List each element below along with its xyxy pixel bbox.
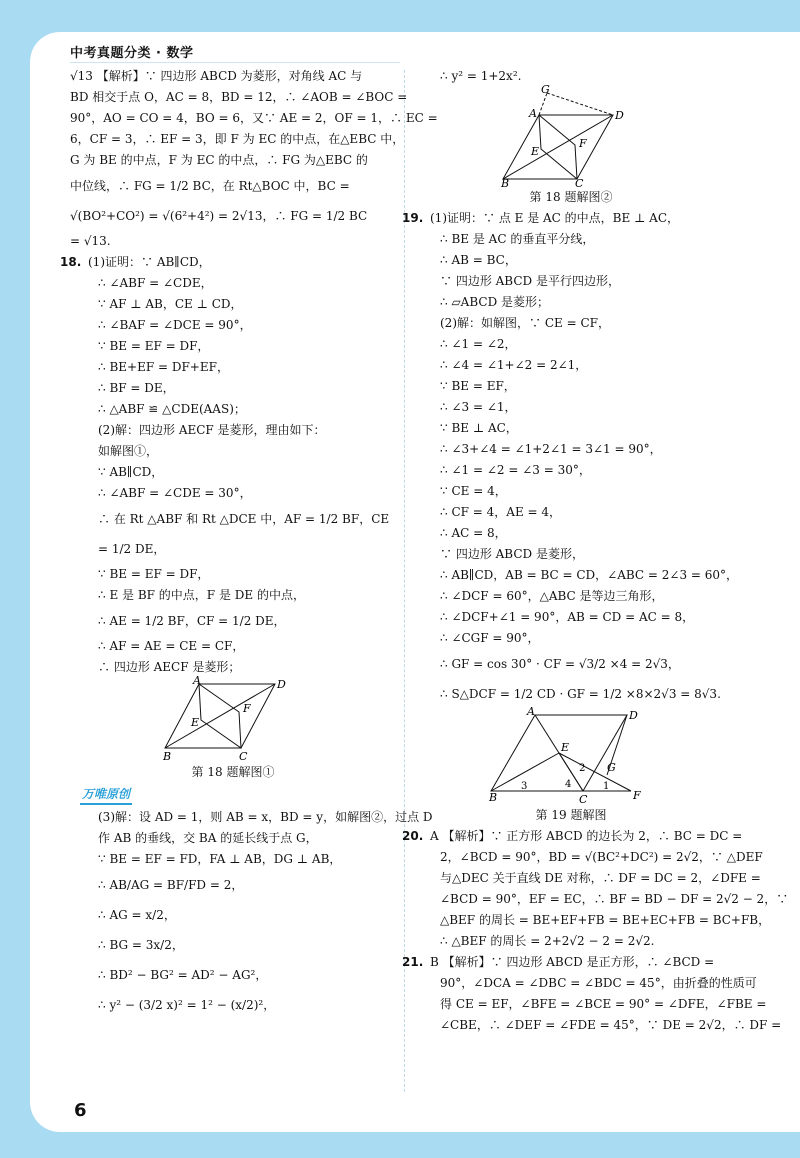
q20-line: 与△DEC 关于直线 DE 对称，∴ DF = DC = 2，∠DFE =: [440, 871, 761, 885]
label-D: D: [277, 678, 286, 691]
q19-line: ∵ 四边形 ABCD 是平行四边形，: [440, 274, 620, 288]
label-C: C: [579, 793, 588, 806]
q17-line: 6，CF = 3，∴ EF = 3，即 F 为 EC 的中点，在△EBC 中，: [70, 132, 405, 146]
label-D: D: [615, 109, 624, 122]
q19-line: (1)证明：∵ 点 E 是 AC 的中点，BE ⊥ AC，: [430, 211, 680, 225]
figure-18-2-diagram: [501, 83, 641, 190]
q19-line: ∴ CF = 4，AE = 4，: [440, 505, 562, 519]
q17-line: 中位线，∴ FG = 1/2 BC，在 Rt△BOC 中，BC =: [70, 179, 350, 193]
q20-line: △BEF 的周长 = BE+EF+FB = BE+EC+FB = BC+FB，: [440, 913, 771, 927]
q21-line: 90°，∠DCA = ∠DBC = ∠BDC = 45°，由折叠的性质可: [440, 976, 757, 990]
figure-19: [412, 705, 730, 826]
q20-line: ∠BCD = 90°，EF = EC，∴ BF = BD − DF = 2√2 − 2，∵: [440, 892, 789, 906]
q19-line: ∴ AC = 8，: [440, 526, 507, 540]
right-column: [402, 66, 789, 1036]
q21-line: B 【解析】∵ 四边形 ABCD 是正方形，∴ ∠BCD =: [430, 955, 715, 969]
figure-caption: 第 18 题解图①: [191, 765, 275, 779]
q19-line: ∴ BE 是 AC 的垂直平分线，: [440, 232, 595, 246]
q19-line: ∴ ∠1 = ∠2 = ∠3 = 30°，: [440, 463, 591, 477]
q18-line: ∴ AE = 1/2 BF，CF = 1/2 DE，: [98, 614, 286, 628]
q19-line: ∴ GF = cos 30° · CF = √3/2 ×4 = 2√3，: [440, 657, 680, 671]
q18-line: = 1/2 DE，: [98, 542, 166, 556]
q21-line: 得 CE = EF，∠BFE = ∠BCE = 90° = ∠DFE，∠FBE =: [440, 997, 767, 1011]
q18-line: ∴ 四边形 AECF 是菱形；: [98, 660, 241, 674]
q18b-line: ∵ BE = EF = FD，FA ⊥ AB，DG ⊥ AB，: [98, 852, 342, 866]
q17-line: 90°，AO = CO = 4，BO = 6，又∵ AE = 2，OF = 1，∴ EC =: [70, 111, 438, 125]
q18b-line: 作 AB 的垂线，交 BA 的延长线于点 G，: [98, 831, 318, 845]
q17-line: = √13.: [70, 234, 111, 248]
figure-18-1: [70, 674, 396, 783]
figure-caption: 第 19 题解图: [535, 808, 607, 822]
q18-line: ∵ AF ⊥ AB，CE ⊥ CD，: [98, 297, 243, 311]
q18-line: ∴ ∠ABF = ∠CDE，: [98, 276, 213, 290]
q20-line: A 【解析】∵ 正方形 ABCD 的边长为 2，∴ BC = DC =: [430, 829, 743, 843]
q18-line: ∴ AF = AE = CE = CF，: [98, 639, 245, 653]
question-number: 21.: [402, 955, 424, 969]
label-F: F: [243, 702, 251, 715]
label-B: B: [501, 177, 510, 190]
q18b-line: ∴ AG = x/2，: [98, 908, 176, 922]
label-G: G: [607, 761, 616, 774]
label-E: E: [531, 145, 540, 158]
question-number: 19.: [402, 211, 424, 225]
figure-19-diagram: [489, 705, 651, 806]
q18b-line: ∴ AB/AG = BF/FD = 2，: [98, 878, 244, 892]
figure-caption: 第 18 题解图②: [529, 190, 613, 204]
q17-line: √(BO²+CO²) = √(6²+4²) = 2√13，∴ FG = 1/2 BC: [70, 209, 368, 223]
q18-line: 如解图①，: [98, 444, 159, 458]
original-badge: 万唯原创: [80, 785, 132, 805]
q19-line: ∴ ▱ABCD 是菱形；: [440, 295, 550, 309]
q19-line: ∵ BE = EF，: [440, 379, 516, 393]
label-D: D: [629, 709, 638, 722]
q19-line: ∴ ∠DCF+∠1 = 90°，AB = CD = AC = 8，: [440, 610, 695, 624]
q17-line: G 为 BE 的中点，F 为 EC 的中点，∴ FG 为△EBC 的: [70, 153, 368, 167]
label-A: A: [193, 674, 201, 687]
label-A: A: [527, 705, 535, 718]
q19-line: ∴ ∠1 = ∠2，: [440, 337, 517, 351]
q20-line: ∴ △BEF 的周长 = 2+2√2 − 2 = 2√2.: [440, 934, 655, 948]
header-rule: [70, 62, 400, 63]
q19-line: ∴ AB = BC，: [440, 253, 517, 267]
q19-line: ∵ CE = 4，: [440, 484, 507, 498]
label-E: E: [191, 716, 200, 729]
q19-first-line: [402, 208, 730, 229]
q18-line: (2)解：四边形 AECF 是菱形，理由如下：: [98, 423, 326, 437]
q19-line: ∵ BE ⊥ AC，: [440, 421, 518, 435]
q18b-line: ∴ y² − (3/2 x)² = 1² − (x/2)²，: [98, 998, 276, 1012]
label-C: C: [575, 177, 584, 190]
q19-line: ∴ ∠3+∠4 = ∠1+2∠1 = 3∠1 = 90°，: [440, 442, 662, 456]
angle-3: 3: [521, 781, 528, 792]
q19-line: ∵ 四边形 ABCD 是菱形，: [440, 547, 584, 561]
label-E: E: [561, 741, 570, 754]
q18-line: ∴ ∠BAF = ∠DCE = 90°，: [98, 318, 252, 332]
q18b-line: ∴ BD² − BG² = AD² − AG²，: [98, 968, 268, 982]
q19-line: ∴ ∠4 = ∠1+∠2 = 2∠1，: [440, 358, 588, 372]
q18-line: ∴ 在 Rt △ABF 和 Rt △DCE 中，AF = 1/2 BF，CE: [98, 512, 390, 526]
angle-1: 1: [603, 781, 610, 792]
label-C: C: [239, 750, 248, 763]
angle-4: 4: [565, 779, 572, 790]
q19-line: ∴ ∠3 = ∠1，: [440, 400, 517, 414]
right-top-line: ∴ y² = 1+2x².: [440, 69, 522, 83]
q18-line: ∴ BE+EF = DF+EF，: [98, 360, 229, 374]
question-number: 18.: [60, 255, 82, 269]
label-G: G: [541, 83, 550, 96]
q18-line: ∴ BF = DE，: [98, 381, 175, 395]
q17-line: BD 相交于点 O，AC = 8，BD = 12，∴ ∠AOB = ∠BOC =: [70, 90, 408, 104]
label-B: B: [163, 750, 172, 763]
q19-line: ∴ ∠DCF = 60°，△ABC 是等边三角形，: [440, 589, 664, 603]
q19-line: (2)解：如解图，∵ CE = CF，: [440, 316, 610, 330]
q20-first-line: [402, 826, 743, 847]
label-A: A: [529, 107, 537, 120]
label-F: F: [633, 789, 641, 802]
q18-line: ∵ AB∥CD，: [98, 465, 164, 479]
page-number: 6: [74, 1100, 87, 1121]
q18b-line: ∴ BG = 3x/2，: [98, 938, 184, 952]
page-header: 中考真题分类 · 数学: [70, 46, 194, 61]
q18-line: ∴ △ABF ≌ △CDE(AAS)；: [98, 402, 246, 416]
q18-line: (1)证明：∵ AB∥CD，: [88, 255, 211, 269]
q19-line: ∴ S△DCF = 1/2 CD · GF = 1/2 ×8×2√3 = 8√3.: [440, 687, 721, 701]
q18-first-line: [60, 252, 396, 273]
q18b-line: (3)解：设 AD = 1，则 AB = x，BD = y，如解图②，过点 D: [98, 810, 433, 824]
q18-line: ∵ BE = EF = DF，: [98, 339, 210, 353]
q19-line: ∴ AB∥CD，AB = BC = CD，∠ABC = 2∠3 = 60°，: [440, 568, 739, 582]
q18-line: ∵ BE = EF = DF，: [98, 567, 210, 581]
label-F: F: [579, 137, 587, 150]
label-B: B: [489, 791, 498, 804]
figure-18-2: [412, 83, 730, 208]
q18-line: ∴ E 是 BF 的中点，F 是 DE 的中点，: [98, 588, 305, 602]
figure-18-1-diagram: [163, 674, 303, 763]
q19-line: ∴ ∠CGF = 90°，: [440, 631, 540, 645]
angle-2: 2: [579, 763, 586, 774]
q21-line: ∠CBE，∴ ∠DEF = ∠FDE = 45°，∵ DE = 2√2，∴ DF =: [440, 1018, 782, 1032]
q17-line: √13 【解析】∵ 四边形 ABCD 为菱形，对角线 AC 与: [70, 69, 363, 83]
q18-line: ∴ ∠ABF = ∠CDE = 30°，: [98, 486, 252, 500]
q21-first-line: [402, 952, 730, 973]
question-number: 20.: [402, 829, 424, 843]
q20-line: 2，∠BCD = 90°，BD = √(BC²+DC²) = 2√2，∵ △DEF: [440, 850, 763, 864]
